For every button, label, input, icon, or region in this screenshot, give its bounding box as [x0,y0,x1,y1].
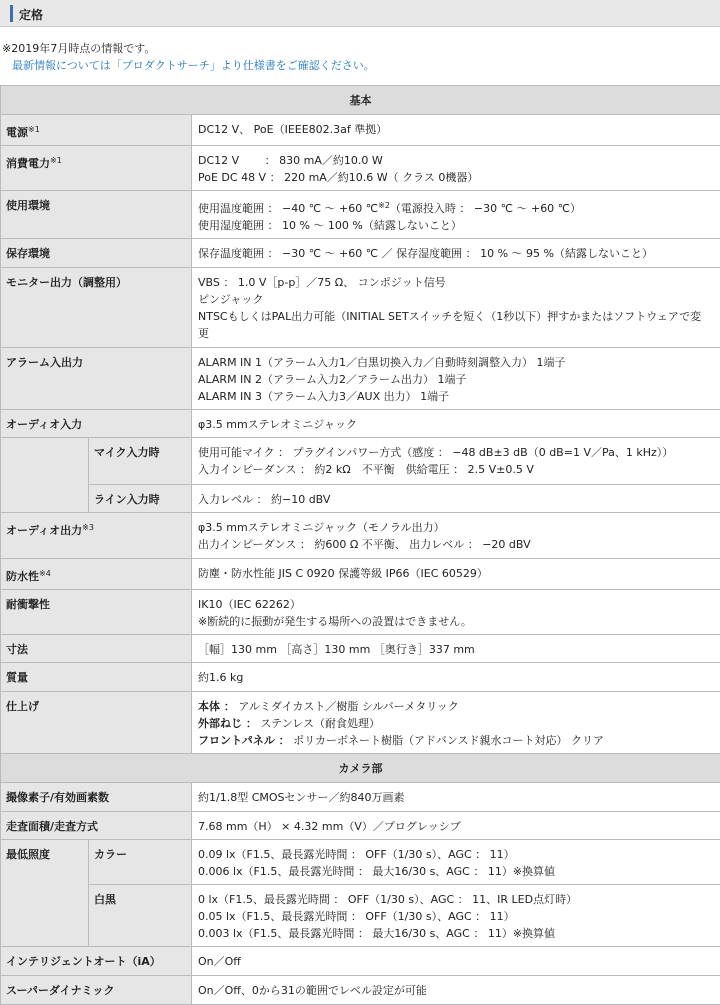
spec-row-consumption [1,146,720,191]
spec-table [0,85,720,1005]
row-sublabel-line-in: ライン入力時 [89,485,192,513]
info-date-note: ※2019年7月時点の情報です。 [2,40,155,56]
row-value-consumption: DC12 V ： 830 mA／約10.0 W PoE DC 48 V ： 220 mA／約10.6 W（ クラス 0機器） [192,146,720,191]
row-value-impact: IK10（IEC 62262） ※断続的に振動が発生する場所への設置はできません。 [192,590,720,635]
row-value-waterproof: 防塵・防水性能 JIS C 0920 保護等級 IP66（IEC 60529） [192,559,720,590]
spec-row-ia [1,947,720,976]
section-basic-heading: 基本 [1,86,720,115]
spec-row-line-in [1,485,720,513]
row-value-mass: 約1.6 kg [192,663,720,692]
row-value-line-in: 入力レベル ： 約−10 dBV [192,485,720,513]
spec-row-sensor [1,783,720,812]
row-label-env: 使用環境 [1,191,192,239]
spec-row-monitor [1,268,720,348]
spec-row-finish [1,692,720,754]
row-label-mass: 質量 [1,663,192,692]
section-row-camera [1,754,720,783]
row-value-sensor: 約1/1.8型 CMOSセンサー／約840万画素 [192,783,720,812]
row-label-alarm: アラーム入出力 [1,348,192,410]
latest-info-link[interactable]: 最新情報については「プロダクトサーチ」より仕様書をご確認ください。 [12,57,375,73]
row-label-finish: 仕上げ [1,692,192,754]
row-label-impact: 耐衝撃性 [1,590,192,635]
row-value-env: 使用温度範囲 ： −40 ℃ ～ +60 ℃$^{※2}$（電源投入時 ： −30 ℃ ～ +60 ℃） 使用湿度範囲 ： 10 % ～ 100 %（結露しないこと） [192,191,720,239]
row-sublabel-mic-in: マイク入力時 [89,438,192,485]
row-label-super-dynamic: スーパーダイナミック [1,976,192,1005]
section-row-basic [1,86,720,115]
row-value-power: DC12 V、 PoE（IEEE802.3af 準拠） [192,115,720,146]
row-label-ia: インテリジェントオート（iA） [1,947,192,976]
row-sublabel-color: カラー [89,840,192,885]
row-value-alarm: ALARM IN 1（アラーム入力1／白黒切換入力／自動時刻調整入力） 1端子 ALARM IN 2（アラーム入力2／アラーム出力） 1端子 ALARM IN 3（アラーム入力3／AUX 出力） 1端子 [192,348,720,410]
row-value-monitor: VBS ： 1.0 V［p-p］／75 Ω、 コンポジット信号 ピンジャック NTSCもしくはPAL出力可能（INITIAL SETスイッチを短く（1秒以下）押すかまたはソフトウェアで変 更 [192,268,720,348]
row-value-size: ［幅］130 mm ［高さ］130 mm ［奥行き］337 mm [192,635,720,663]
spec-row-storage [1,239,720,268]
row-label-power: 電源$^{※1}$ [1,115,192,146]
row-sublabel-bw: 白黒 [89,885,192,947]
row-value-color: 0.09 lx（F1.5、最長露光時間 ： OFF（1/30 s）、AGC ： 11） 0.006 lx（F1.5、最長露光時間 ： 最大16/30 s、AGC ： 11）※換算値 [192,840,720,885]
spec-row-env [1,191,720,239]
row-value-audio-out: φ3.5 mmステレオミニジャック（モノラル出力） 出力インピーダンス ： 約600 Ω 不平衡、 出力レベル ： −20 dBV [192,513,720,559]
section-camera-heading: カメラ部 [1,754,720,783]
spec-row-impact [1,590,720,635]
spec-row-color [1,840,720,885]
spec-row-audio-out [1,513,720,559]
spec-row-mic-in [1,438,720,485]
row-label-monitor: モニター出力（調整用） [1,268,192,348]
row-label-min-illum: 最低照度 [1,840,89,947]
row-label-sensor: 撮像素子/有効画素数 [1,783,192,812]
spec-row-alarm [1,348,720,410]
spec-row-size [1,635,720,663]
spec-row-audio-in [1,410,720,438]
spec-row-scan [1,812,720,840]
row-label-audio-in: オーディオ入力 [1,410,192,438]
spec-row-mass [1,663,720,692]
section-header [0,0,720,27]
row-label-scan: 走査面積/走査方式 [1,812,192,840]
row-label-audio-in-group [1,438,89,513]
spec-row-power [1,115,720,146]
row-label-size: 寸法 [1,635,192,663]
spec-row-waterproof [1,559,720,590]
row-value-finish: 本体 ： アルミダイカスト／樹脂 シルバーメタリック 外部ねじ ： ステンレス（耐食処理） フロントパネル ： ポリカーボネート樹脂（アドバンスド親水コート対応） クリア [192,692,720,754]
spec-row-bw [1,885,720,947]
header-accent-bar [10,5,13,22]
spec-row-super-dynamic [1,976,720,1005]
row-value-super-dynamic: On／Off、0から31の範囲でレベル設定が可能 [192,976,720,1005]
row-value-scan: 7.68 mm（H） × 4.32 mm（V）／プログレッシブ [192,812,720,840]
row-label-waterproof: 防水性$^{※4}$ [1,559,192,590]
row-label-storage: 保存環境 [1,239,192,268]
row-value-ia: On／Off [192,947,720,976]
row-value-bw: 0 lx（F1.5、最長露光時間 ： OFF（1/30 s）、AGC ： 11、IR LED点灯時） 0.05 lx（F1.5、最長露光時間 ： OFF（1/30 s）、AGC ： 11） 0.003 lx（F1.5、最長露光時間 ： 最大16/30 s、AGC ： 11）※換算値 [192,885,720,947]
row-value-audio-in: φ3.5 mmステレオミニジャック [192,410,720,438]
row-label-consumption: 消費電力$^{※1}$ [1,146,192,191]
row-label-audio-out: オーディオ出力$^{※3}$ [1,513,192,559]
section-title: 定格 [19,6,43,23]
row-value-mic-in: 使用可能マイク ： プラグインパワー方式（感度 ： −48 dB±3 dB（0 dB=1 V／Pa、1 kHz）） 入力インピーダンス ： 約2 kΩ 不平衡 供給電圧 ： 2.5 V±0.5 V [192,438,720,485]
row-value-storage: 保存温度範囲 ： −30 ℃ ～ +60 ℃ ／ 保存湿度範囲 ： 10 % ～ 95 %（結露しないこと） [192,239,720,268]
